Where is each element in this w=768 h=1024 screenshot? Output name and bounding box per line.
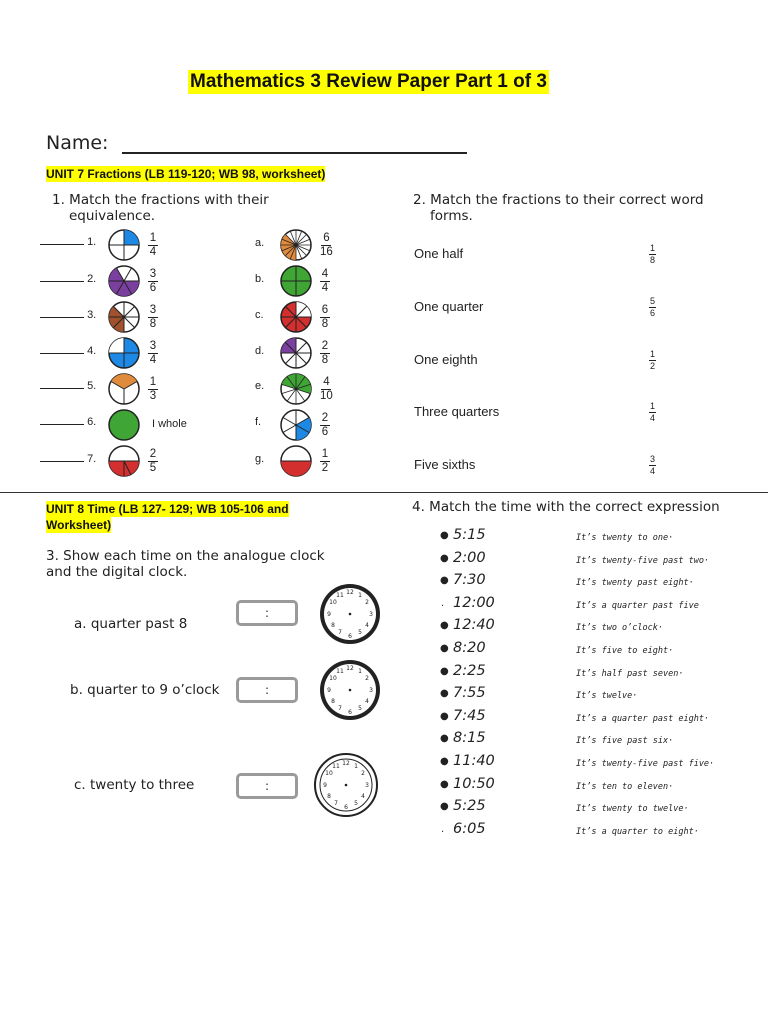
svg-text:6: 6 bbox=[348, 709, 352, 716]
time-bullet: ● bbox=[440, 733, 449, 744]
fraction-circle-7 bbox=[107, 444, 141, 478]
fraction-circle-c bbox=[279, 300, 313, 334]
time-item: 11:40 bbox=[453, 753, 495, 769]
answer-blank-7[interactable]: 7. bbox=[40, 453, 96, 465]
time-item: 10:50 bbox=[453, 776, 495, 792]
svg-text:11: 11 bbox=[336, 592, 344, 599]
name-label: Name: bbox=[46, 132, 109, 154]
svg-text:12: 12 bbox=[346, 665, 354, 672]
svg-text:10: 10 bbox=[329, 675, 337, 682]
analogue-clock-c[interactable] bbox=[312, 752, 380, 818]
expression-item: It’s a quarter past five bbox=[576, 601, 699, 611]
fraction-circle-1 bbox=[107, 228, 141, 262]
q1-text-line1: 1. Match the fractions with their bbox=[52, 192, 269, 208]
svg-text:10: 10 bbox=[329, 599, 337, 606]
clock-task-b: b. quarter to 9 o’clock bbox=[70, 682, 220, 698]
expression-item: It’s a quarter past eight· bbox=[576, 714, 710, 724]
fraction-circle-b bbox=[279, 264, 313, 298]
option-letter-d: d. bbox=[255, 345, 265, 357]
page-title: Mathematics 3 Review Paper Part 1 of 3 bbox=[190, 71, 547, 92]
fraction-circle-f bbox=[279, 408, 313, 442]
expression-item: It’s half past seven· bbox=[576, 669, 684, 679]
svg-text:7: 7 bbox=[334, 800, 338, 807]
fraction-label-f: 2 6 bbox=[321, 412, 329, 438]
svg-text:1: 1 bbox=[358, 668, 362, 675]
time-item: 2:25 bbox=[453, 663, 486, 679]
expression-item: It’s five to eight· bbox=[576, 646, 674, 656]
answer-blank-4[interactable]: 4. bbox=[40, 345, 96, 357]
fraction-circle-e bbox=[279, 372, 313, 406]
expression-item: It’s twenty to one· bbox=[576, 533, 674, 543]
expression-item: It’s twenty past eight· bbox=[576, 578, 694, 588]
svg-text:8: 8 bbox=[327, 793, 331, 800]
section-divider bbox=[0, 492, 768, 493]
time-item: 6:05 bbox=[453, 821, 486, 837]
svg-text:1: 1 bbox=[358, 592, 362, 599]
time-bullet: ● bbox=[440, 711, 449, 722]
q2-text-line2: forms. bbox=[430, 208, 473, 224]
clock-task-a: a. quarter past 8 bbox=[74, 616, 188, 632]
svg-text:12: 12 bbox=[342, 760, 350, 767]
digital-clock-a[interactable]: : bbox=[236, 600, 298, 626]
q3-text-line2: and the digital clock. bbox=[46, 564, 188, 580]
svg-text:1: 1 bbox=[354, 763, 358, 770]
time-bullet: . bbox=[441, 598, 445, 609]
svg-text:4: 4 bbox=[365, 698, 369, 705]
word-form-5: Five sixths bbox=[414, 457, 476, 472]
svg-text:2: 2 bbox=[365, 599, 369, 606]
svg-text:12: 12 bbox=[346, 589, 354, 596]
q4-text: 4. Match the time with the correct expression bbox=[412, 499, 720, 515]
answer-blank-2[interactable]: 2. bbox=[40, 273, 96, 285]
fraction-circle-4 bbox=[107, 336, 141, 370]
fraction-label-3: 3 8 bbox=[149, 304, 157, 330]
time-bullet: ● bbox=[440, 688, 449, 699]
svg-text:5: 5 bbox=[358, 705, 362, 712]
fraction-label-2: 3 6 bbox=[149, 268, 157, 294]
fraction-label-5: 1 3 bbox=[149, 376, 157, 402]
expression-item: It’s five past six· bbox=[576, 736, 674, 746]
time-item: 7:55 bbox=[453, 685, 486, 701]
word-form-2: One quarter bbox=[414, 299, 484, 314]
option-letter-f: f. bbox=[255, 416, 262, 428]
word-form-3: One eighth bbox=[414, 352, 478, 367]
whole-label: I whole bbox=[152, 418, 187, 430]
word-form-4: Three quarters bbox=[414, 404, 500, 419]
unit8-heading-line1: UNIT 8 Time (LB 127- 129; WB 105-106 and bbox=[46, 502, 289, 516]
fraction-circle-6 bbox=[107, 408, 141, 442]
time-bullet: ● bbox=[440, 801, 449, 812]
unit7-heading: UNIT 7 Fractions (LB 119-120; WB 98, worksheet) bbox=[46, 167, 326, 181]
fraction-circle-3 bbox=[107, 300, 141, 334]
fraction-circle-5 bbox=[107, 372, 141, 406]
option-letter-g: g. bbox=[255, 453, 265, 465]
clock-task-c: c. twenty to three bbox=[74, 777, 195, 793]
time-item: 12:40 bbox=[453, 617, 495, 633]
fraction-label-a: 6 16 bbox=[320, 232, 333, 258]
word-fraction-1: 1 8 bbox=[649, 243, 655, 265]
option-letter-c: c. bbox=[255, 309, 264, 321]
time-item: 7:30 bbox=[453, 572, 486, 588]
option-letter-e: e. bbox=[255, 380, 265, 392]
svg-text:2: 2 bbox=[365, 675, 369, 682]
answer-blank-5[interactable]: 5. bbox=[40, 380, 96, 392]
word-form-1: One half bbox=[414, 246, 464, 261]
expression-item: It’s two o’clock· bbox=[576, 623, 663, 633]
fraction-label-g: 1 2 bbox=[321, 448, 329, 474]
analogue-clock-a[interactable] bbox=[316, 582, 384, 646]
svg-text:2: 2 bbox=[361, 770, 365, 777]
expression-item: It’s twenty to twelve· bbox=[576, 804, 689, 814]
time-item: 5:15 bbox=[453, 527, 486, 543]
option-letter-a: a. bbox=[255, 237, 265, 249]
analogue-clock-b[interactable] bbox=[316, 658, 384, 722]
answer-blank-6[interactable]: 6. bbox=[40, 416, 96, 428]
svg-text:4: 4 bbox=[365, 622, 369, 629]
unit8-heading-line2: Worksheet) bbox=[46, 518, 112, 532]
digital-clock-c[interactable]: : bbox=[236, 773, 298, 799]
time-bullet: ● bbox=[440, 756, 449, 767]
time-bullet: ● bbox=[440, 553, 449, 564]
svg-text:6: 6 bbox=[344, 804, 348, 811]
fraction-label-1: 1 4 bbox=[149, 232, 157, 258]
svg-text:3: 3 bbox=[365, 782, 369, 789]
fraction-label-d: 2 8 bbox=[321, 340, 329, 366]
fraction-circle-g bbox=[279, 444, 313, 478]
svg-text:6: 6 bbox=[348, 633, 352, 640]
fraction-label-4: 3 4 bbox=[149, 340, 157, 366]
expression-item: It’s twelve· bbox=[576, 691, 638, 701]
time-bullet: ● bbox=[440, 779, 449, 790]
time-bullet: ● bbox=[440, 666, 449, 677]
time-item: 8:20 bbox=[453, 640, 486, 656]
svg-text:10: 10 bbox=[325, 770, 333, 777]
time-bullet: . bbox=[441, 824, 445, 835]
svg-text:4: 4 bbox=[361, 793, 365, 800]
expression-item: It’s twenty-five past two· bbox=[576, 556, 710, 566]
answer-blank-3[interactable]: 3. bbox=[40, 309, 96, 321]
svg-text:9: 9 bbox=[323, 782, 327, 789]
time-item: 12:00 bbox=[453, 595, 495, 611]
svg-text:11: 11 bbox=[336, 668, 344, 675]
fraction-label-b: 4 4 bbox=[321, 268, 329, 294]
svg-text:7: 7 bbox=[338, 629, 342, 636]
fraction-circle-2 bbox=[107, 264, 141, 298]
time-item: 8:15 bbox=[453, 730, 486, 746]
word-fraction-2: 5 6 bbox=[649, 296, 655, 318]
svg-text:9: 9 bbox=[327, 611, 331, 618]
time-bullet: ● bbox=[440, 620, 449, 631]
svg-text:9: 9 bbox=[327, 687, 331, 694]
time-bullet: ● bbox=[440, 530, 449, 541]
word-fraction-3: 1 2 bbox=[649, 349, 655, 371]
svg-text:3: 3 bbox=[369, 611, 373, 618]
svg-text:3: 3 bbox=[369, 687, 373, 694]
q2-text-line1: 2. Match the fractions to their correct word bbox=[413, 192, 704, 208]
time-bullet: ● bbox=[440, 643, 449, 654]
fraction-label-c: 6 8 bbox=[321, 304, 329, 330]
digital-clock-b[interactable]: : bbox=[236, 677, 298, 703]
time-item: 2:00 bbox=[453, 550, 486, 566]
svg-text:8: 8 bbox=[331, 622, 335, 629]
word-fraction-5: 3 4 bbox=[649, 454, 655, 476]
time-item: 5:25 bbox=[453, 798, 486, 814]
fraction-label-e: 4 10 bbox=[320, 376, 333, 402]
time-item: 7:45 bbox=[453, 708, 486, 724]
fraction-circle-a bbox=[279, 228, 313, 262]
time-bullet: ● bbox=[440, 575, 449, 586]
q3-text-line1: 3. Show each time on the analogue clock bbox=[46, 548, 325, 564]
word-fraction-4: 1 4 bbox=[649, 401, 655, 423]
svg-text:11: 11 bbox=[332, 763, 340, 770]
svg-text:7: 7 bbox=[338, 705, 342, 712]
expression-item: It’s twenty-five past five· bbox=[576, 759, 715, 769]
svg-text:8: 8 bbox=[331, 698, 335, 705]
q1-text-line2: equivalence. bbox=[69, 208, 156, 224]
svg-text:5: 5 bbox=[354, 800, 358, 807]
expression-item: It’s ten to eleven· bbox=[576, 782, 674, 792]
expression-item: It’s a quarter to eight· bbox=[576, 827, 699, 837]
fraction-circle-d bbox=[279, 336, 313, 370]
svg-text:5: 5 bbox=[358, 629, 362, 636]
answer-blank-1[interactable]: 1. bbox=[40, 236, 96, 248]
fraction-label-7: 2 5 bbox=[149, 448, 157, 474]
name-field-line[interactable] bbox=[122, 152, 467, 154]
option-letter-b: b. bbox=[255, 273, 265, 285]
